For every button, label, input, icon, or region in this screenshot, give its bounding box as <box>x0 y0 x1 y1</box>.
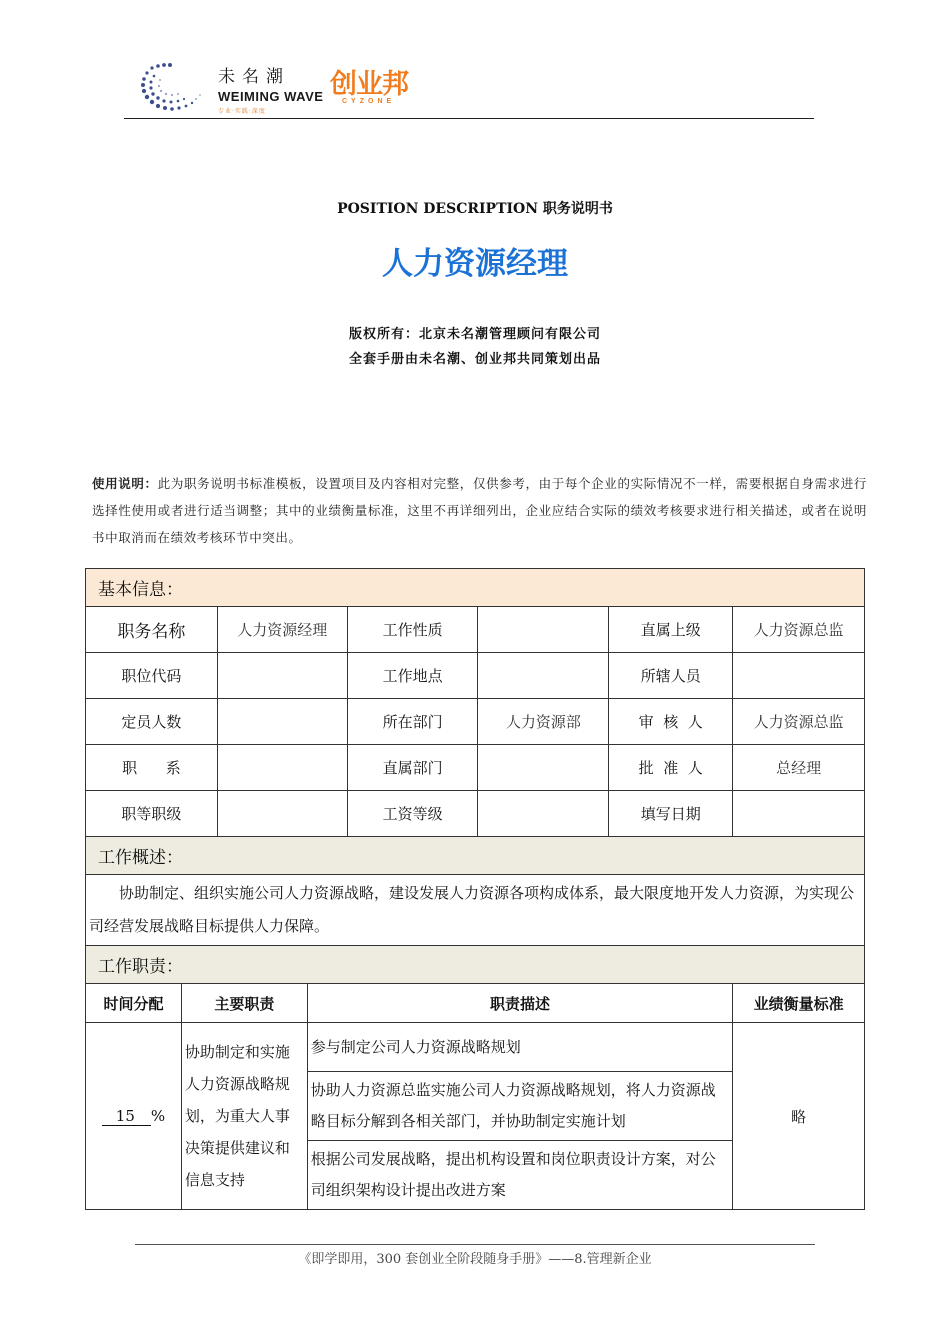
field-value: 总经理 <box>733 745 865 791</box>
logo-tagline: 专业·实践·深度 <box>218 108 266 115</box>
field-value <box>217 791 347 837</box>
field-value: 人力资源经理 <box>217 607 347 653</box>
field-label: 直属上级 <box>609 607 733 653</box>
field-value <box>478 653 609 699</box>
field-label: 直属部门 <box>347 745 478 791</box>
table-row <box>86 745 865 791</box>
duty-description-cell <box>307 1023 732 1210</box>
field-value <box>478 745 609 791</box>
field-label: 职等职级 <box>86 791 218 837</box>
field-value <box>478 607 609 653</box>
table-row <box>86 653 865 699</box>
logo-en-name: WEIMING WAVE <box>218 89 324 104</box>
field-value <box>217 745 347 791</box>
logo-cn-name: 未名潮 <box>218 67 290 87</box>
field-value <box>733 653 865 699</box>
duty-time <box>86 1023 182 1210</box>
table-row <box>86 699 865 745</box>
page-footer: 《即学即用，300 套创业全阶段随身手册》——8.管理新企业 <box>298 1252 652 1267</box>
field-label: 所辖人员 <box>609 653 733 699</box>
field-label: 职位代码 <box>86 653 218 699</box>
overview-text: 协助制定、组织实施公司人力资源战略，建设发展人力资源各项构成体系，最大限度地开发人力资源，为实现公司经营发展战略目标提供人力保障。 <box>86 875 865 946</box>
duties-header-row <box>86 984 865 1023</box>
section-basic-info: 基本信息： <box>86 569 865 607</box>
footer-divider <box>135 1244 815 1245</box>
field-value <box>217 653 347 699</box>
usage-note <box>92 470 867 551</box>
field-label: 工作地点 <box>347 653 478 699</box>
field-label: 工作性质 <box>347 607 478 653</box>
weiming-wave-logo-icon <box>134 58 214 118</box>
duty-description-item: 参与制定公司人力资源战略规划 <box>308 1023 732 1072</box>
weiming-wave-logo-text <box>218 62 323 115</box>
column-header: 业绩衡量标准 <box>733 984 865 1023</box>
position-description-heading: POSITION DESCRIPTION 职务说明书 <box>337 201 613 217</box>
field-value: 人力资源总监 <box>733 607 865 653</box>
duty-main: 协助制定和实施人力资源战略规划，为重大人事决策提供建议和信息支持 <box>181 1023 307 1210</box>
field-label: 审 核 人 <box>609 699 733 745</box>
position-table <box>85 568 865 1210</box>
time-percent-value: 15 <box>102 1107 151 1126</box>
usage-text: 此为职务说明书标准模板，设置项目及内容相对完整，仅供参考，由于每个企业的实际情况不一样，需要根据自身需求进行选择性使用或者进行适当调整；其中的业绩衡量标准，这里不再详细列出，企业应结合实际的绩效考核要求进行相关描述，或者在说明书中取消而在绩效考核环节中突出。 <box>92 476 867 545</box>
field-value: 人力资源部 <box>478 699 609 745</box>
duty-description-item: 协助人力资源总监实施公司人力资源战略规划，将人力资源战略目标分解到各相关部门，并协助制定实施计划 <box>308 1072 732 1141</box>
field-value <box>478 791 609 837</box>
time-percent-unit: % <box>150 1106 166 1125</box>
field-label: 定员人数 <box>86 699 218 745</box>
copyright-block <box>0 322 950 372</box>
cyzone-logo-en: CYZONE <box>342 98 396 105</box>
column-header: 时间分配 <box>86 984 182 1023</box>
column-header: 主要职责 <box>181 984 307 1023</box>
field-value <box>217 699 347 745</box>
cyzone-logo <box>330 62 408 105</box>
field-label: 工资等级 <box>347 791 478 837</box>
field-label: 填写日期 <box>609 791 733 837</box>
duty-description-item: 根据公司发展战略，提出机构设置和岗位职责设计方案，对公司组织架构设计提出改进方案 <box>310 1150 716 1199</box>
section-duties: 工作职责： <box>86 946 865 984</box>
section-overview: 工作概述： <box>86 837 865 875</box>
field-label: 职务名称 <box>86 607 218 653</box>
usage-label: 使用说明： <box>92 476 158 491</box>
copyright-line-1: 版权所有：北京未名潮管理顾问有限公司 <box>348 327 601 342</box>
field-label: 所在部门 <box>347 699 478 745</box>
copyright-line-2: 全套手册由未名潮、创业邦共同策划出品 <box>348 352 601 367</box>
table-row <box>86 607 865 653</box>
table-row <box>86 791 865 837</box>
cyzone-logo-cn: 创业邦 <box>330 69 408 100</box>
column-header: 职责描述 <box>307 984 732 1023</box>
duty-standard: 略 <box>733 1023 865 1210</box>
duty-row <box>86 1023 865 1210</box>
header-divider <box>124 118 814 119</box>
page-title: 人力资源经理 <box>382 246 568 282</box>
field-label: 职 系 <box>86 745 218 791</box>
field-value: 人力资源总监 <box>733 699 865 745</box>
field-value <box>733 791 865 837</box>
field-label: 批 准 人 <box>609 745 733 791</box>
duty-description-list <box>308 1023 732 1209</box>
